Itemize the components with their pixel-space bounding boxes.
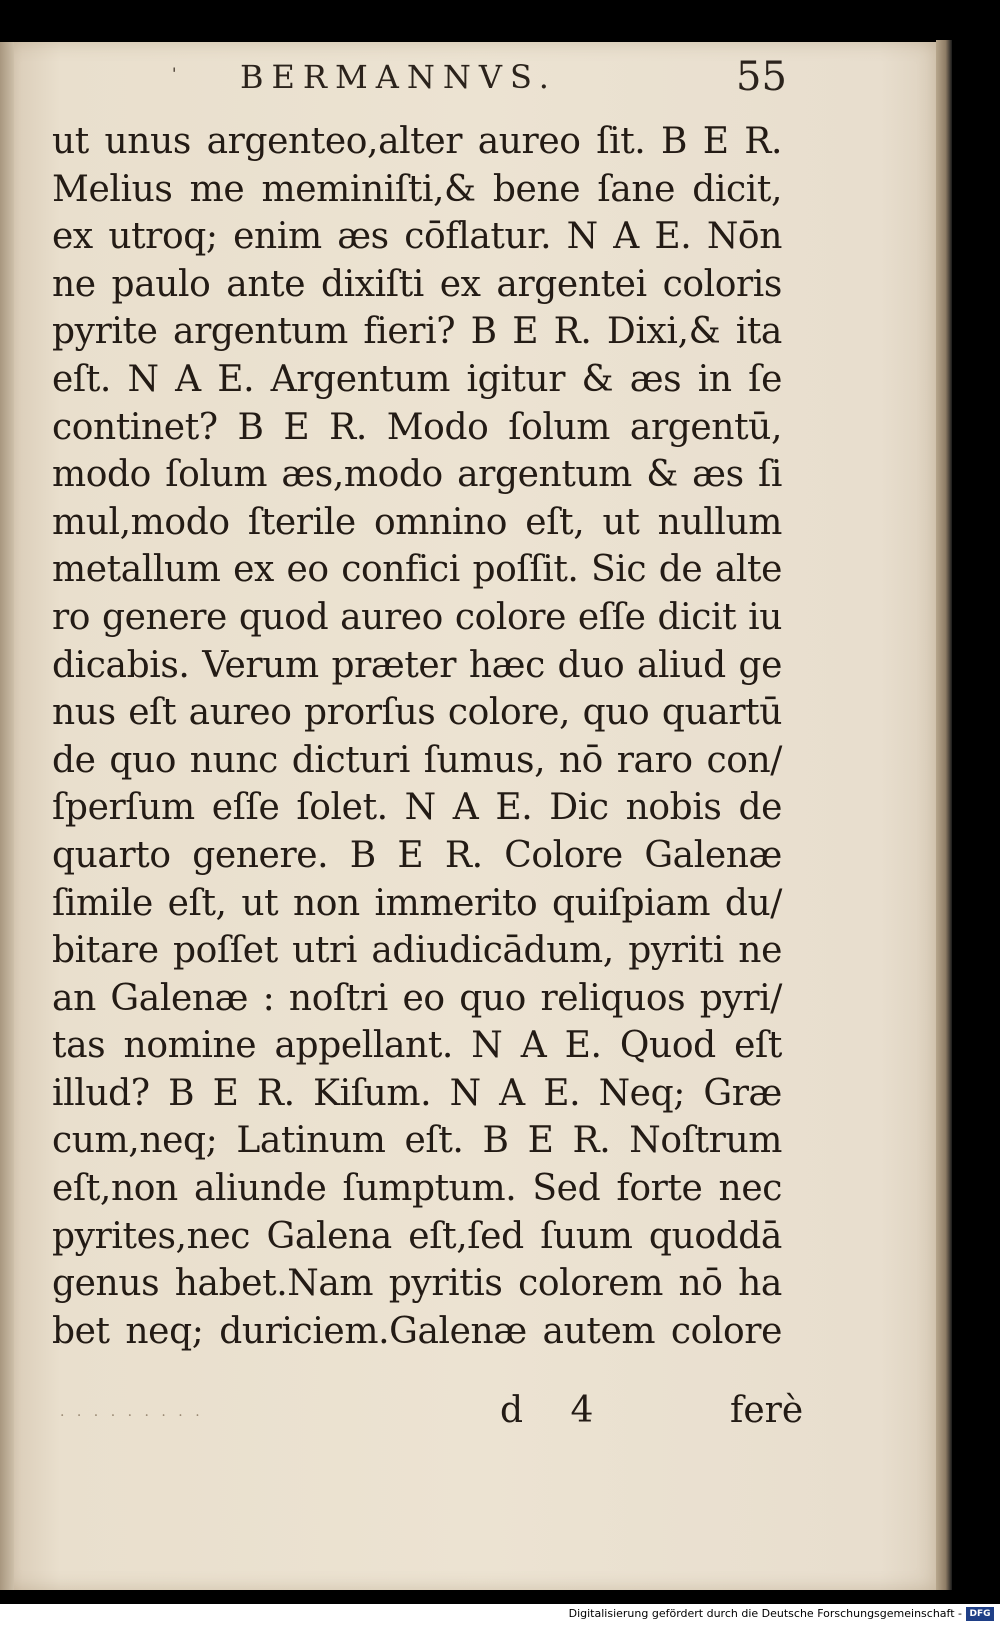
text-line: ro genere quod aureo colore eſſe dicit iu [52,596,782,638]
text-line: eſt,non aliunde ſumptum. Sed forte nec [52,1168,782,1210]
text-line: quarto genere. B E R. Colore Galenæ [52,834,782,876]
text-line: cum,neq; Latinum eſt. B E R. Noſtrum [52,1120,782,1162]
text-line: de quo nunc dicturi ſumus, nō raro con/ [52,739,782,781]
page-foot [0,1390,936,1438]
text-line: ex utroq; enim æs cōflatur. N A E. Nōn [52,216,782,258]
text-line: ne paulo ante dixiſti ex argentei coloris [52,263,782,305]
text-line: modo ſolum æs,modo argentum & æs ſi [52,454,782,496]
text-line: nus eſt aureo prorſus colore, quo quartū [52,692,782,734]
text-line: illud? B E R. Kiſum. N A E. Neq; Græ [52,1072,782,1114]
funding-credit: Digitalisierung gefördert durch die Deutsche Forschungsgemeinschaft - [568,1607,962,1620]
catchword: ferè [730,1390,804,1431]
text-line: bitare poſſet utri adiudicādum, pyriti ne [52,930,782,972]
text-line: genus habet.Nam pyritis colorem nō ha [52,1263,782,1305]
faint-ink-marks: · · · · · · · · · [60,1408,204,1424]
text-line: ut unus argenteo,alter aureo ſit. B E R. [52,121,782,162]
text-line: dicabis. Verum præter hæc duo aliud ge [52,644,782,686]
signature-mark: d 4 [500,1390,612,1431]
text-line: continet? B E R. Modo ſolum argentū, [52,406,782,448]
text-line: pyrite argentum fieri? B E R. Dixi,& ita [52,311,782,353]
text-line: metallum ex eo confici poſſit. Sic de alte [52,549,782,591]
dfg-logo: DFG [966,1607,994,1621]
page-number: 55 [736,54,787,100]
text-line: ſimile eſt, ut non immerito quiſpiam du/ [52,882,782,924]
running-head-mark: ' [172,64,177,83]
page-edge [936,40,952,1590]
text-line: Melius me meminiſti,& bene ſane dicit, [52,168,782,210]
text-line: pyrites,nec Galena eſt,ſed ſuum quoddā [52,1215,782,1257]
body-text [52,118,812,1355]
digitization-footer [0,1604,1000,1625]
text-line: bet neq; duriciem.Galenæ autem colore [52,1310,782,1352]
text-line: ſperſum eſſe ſolet. N A E. Dic nobis de [52,787,782,829]
text-line: an Galenæ : noſtri eo quo reliquos pyri/ [52,977,782,1019]
running-head-title: BERMANNVS. [240,58,557,96]
text-line: tas nomine appellant. N A E. Quod eſt [52,1025,782,1067]
page-gutter [0,42,14,1590]
text-line: mul,modo ſterile omnino eſt, ut nullum [52,501,782,543]
running-head [0,54,936,106]
text-line: eſt. N A E. Argentum igitur & æs in ſe [52,358,782,400]
